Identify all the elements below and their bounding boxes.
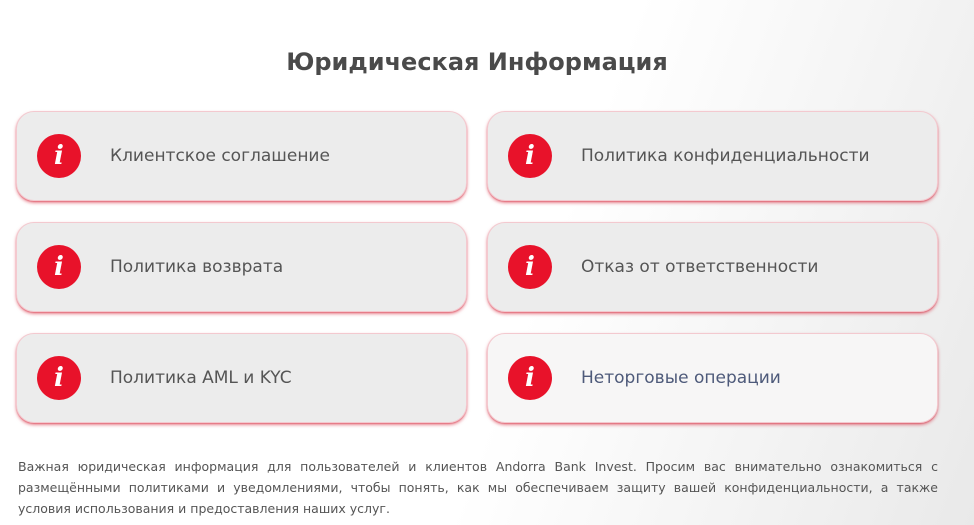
info-icon: i (508, 134, 552, 178)
card-client-agreement[interactable] (16, 111, 467, 201)
info-icon: i (508, 356, 552, 400)
card-non-trading-operations[interactable] (487, 333, 938, 423)
card-label: Политика возврата (110, 257, 284, 277)
card-label: Политика AML и KYC (110, 368, 292, 388)
info-icon: i (37, 245, 81, 289)
legal-description: Важная юридическая информация для пользователей и клиентов Andorra Bank Invest. Просим вас внимательно ознакомиться с размещёнными политиками и уведомлениями, чтобы понять, как мы обеспечиваем защиту вашей конфиденциальности, а также условия использования и предоставления наших услуг. (18, 459, 938, 516)
card-disclaimer[interactable] (487, 222, 938, 312)
card-label: Клиентское соглашение (110, 146, 330, 166)
card-label: Отказ от ответственности (581, 257, 819, 277)
card-label: Политика конфиденциальности (581, 146, 870, 166)
legal-documents-grid (16, 111, 938, 423)
card-refund-policy[interactable] (16, 222, 467, 312)
card-aml-kyc-policy[interactable] (16, 333, 467, 423)
card-privacy-policy[interactable] (487, 111, 938, 201)
info-icon: i (508, 245, 552, 289)
info-icon: i (37, 134, 81, 178)
card-label: Неторговые операции (581, 368, 781, 388)
info-icon: i (37, 356, 81, 400)
page-title: Юридическая Информация (286, 48, 668, 76)
